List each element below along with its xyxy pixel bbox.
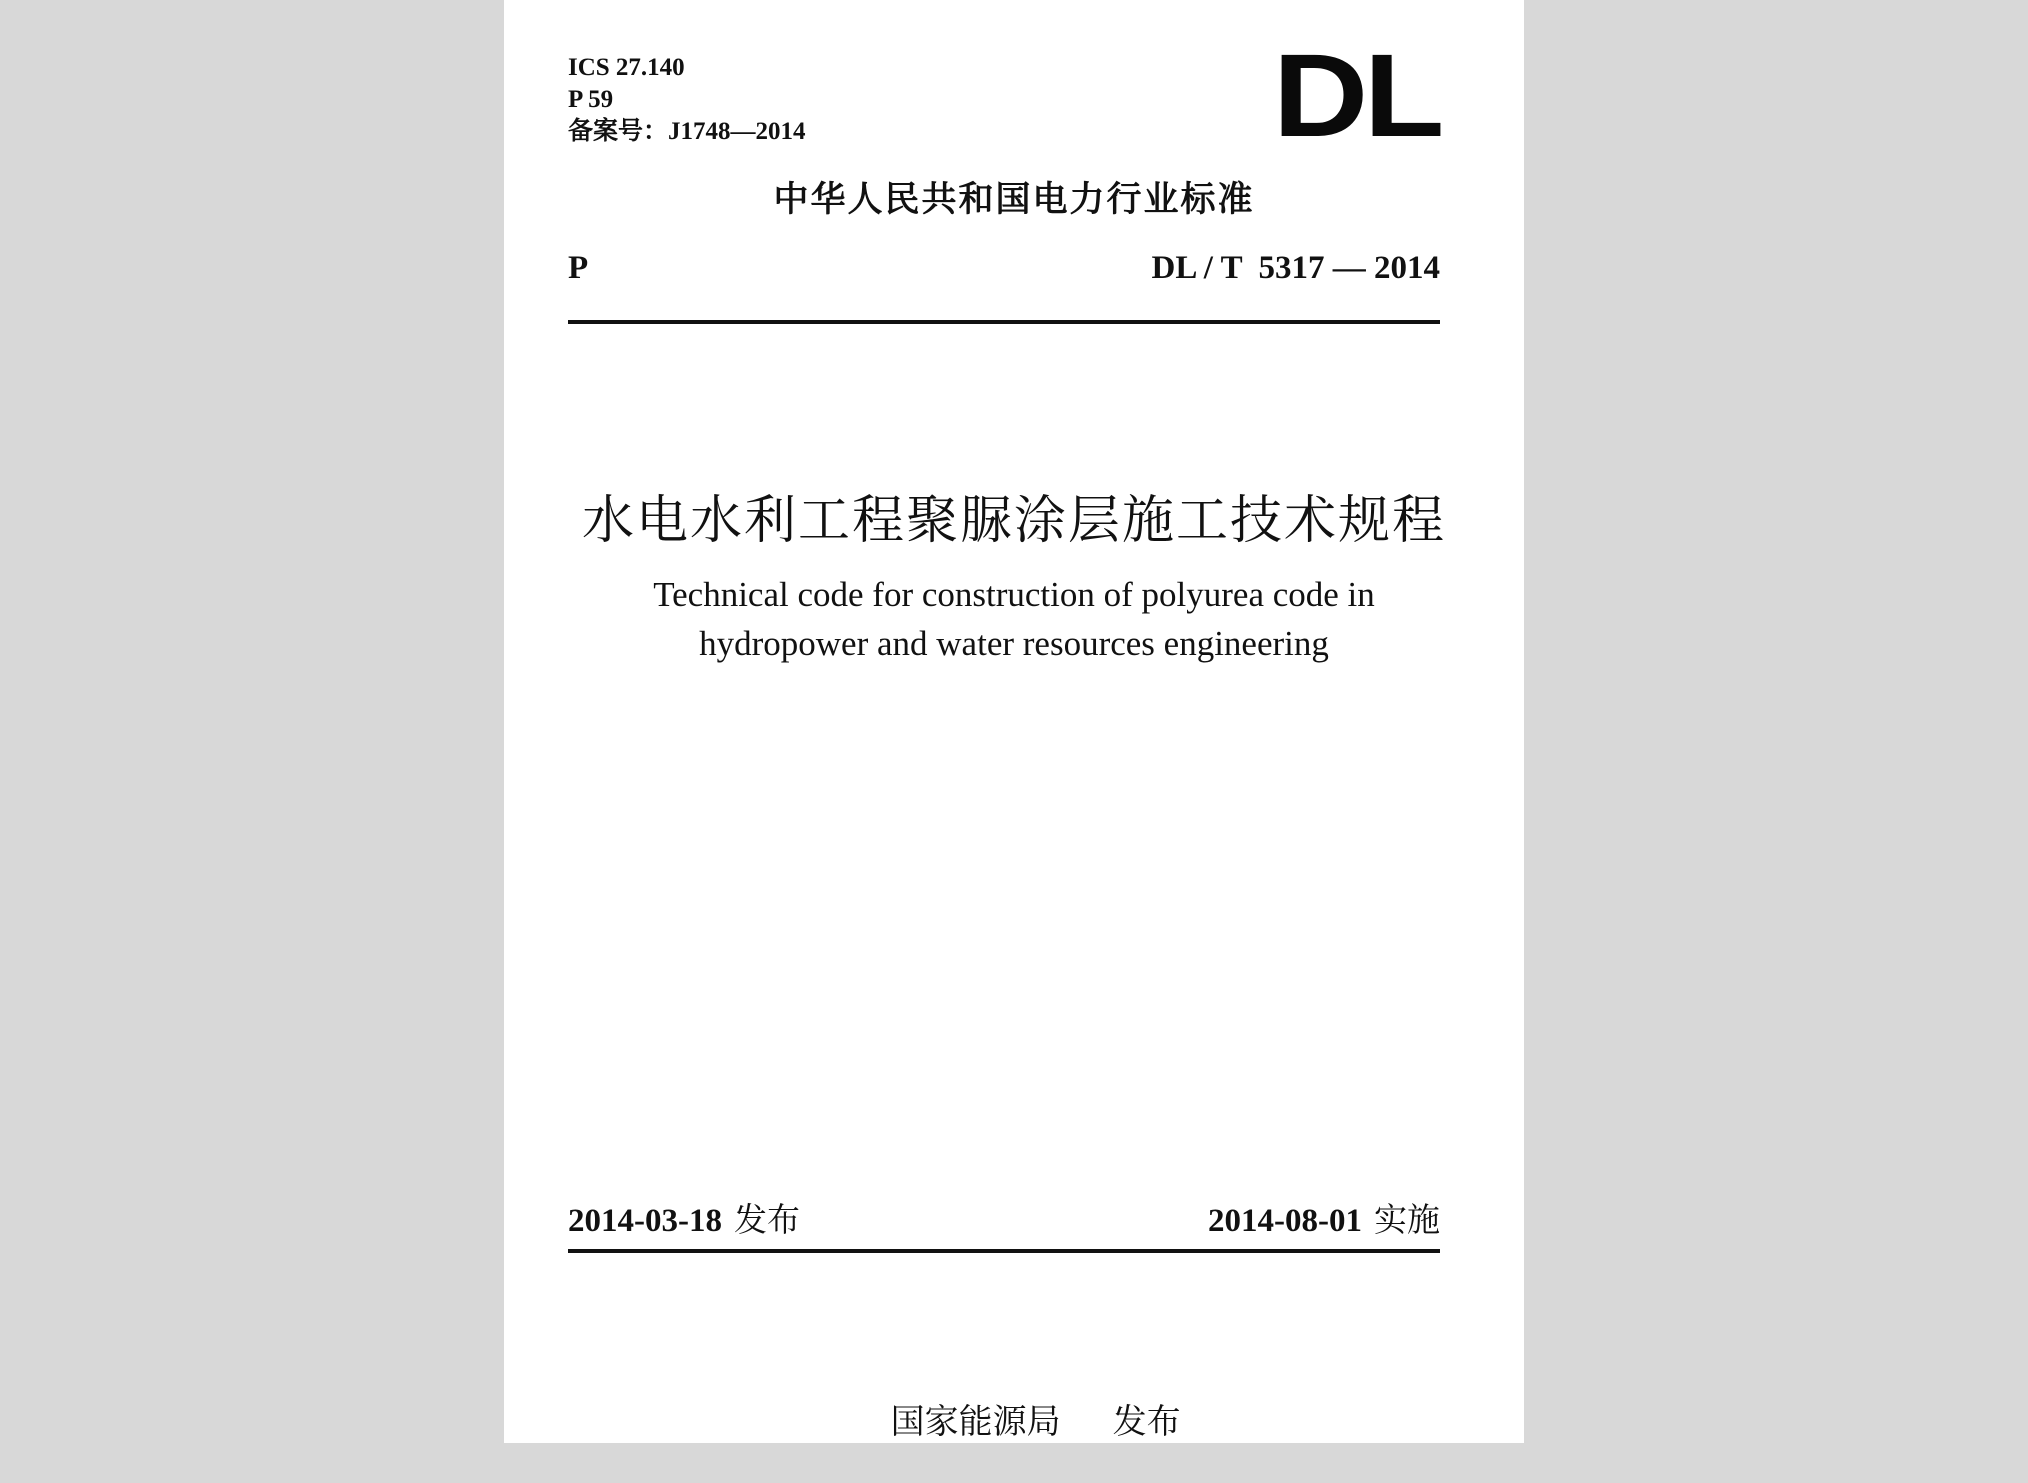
issuer-line [504,1354,1524,1483]
standard-number: DL / T 5317 — 2014 [1151,250,1440,286]
dl-logo: DL [1272,30,1440,162]
classification-block [568,52,806,148]
title-chinese: 水电水利工程聚脲涂层施工技术规程 [581,491,1446,551]
class-code: P [568,250,589,286]
title-english-line-1: Technical code for construction of polyurea code in [653,575,1375,614]
ccs-code: P 59 [568,86,614,113]
issue-date [568,1194,800,1241]
issue-date-label: 发布 [733,1200,800,1239]
issuer-label: 发布 [1112,1402,1181,1442]
title-english-line-2: hydropower and water resources engineering [699,624,1329,663]
issuing-authority-heading: 中华人民共和国电力行业标准 [773,180,1255,220]
title-english [504,570,1524,668]
bottom-divider [568,1249,1440,1253]
effective-date-value: 2014-08-01 [1208,1203,1362,1239]
issue-date-value: 2014-03-18 [568,1203,722,1239]
filing-number: 备案号：J1748—2014 [568,118,806,145]
issuer-name: 国家能源局 [890,1402,1061,1442]
effective-date [1208,1194,1440,1241]
top-divider [568,320,1440,324]
effective-date-label: 实施 [1374,1200,1440,1239]
document-page [504,0,1524,1443]
ics-code: ICS 27.140 [568,54,685,81]
